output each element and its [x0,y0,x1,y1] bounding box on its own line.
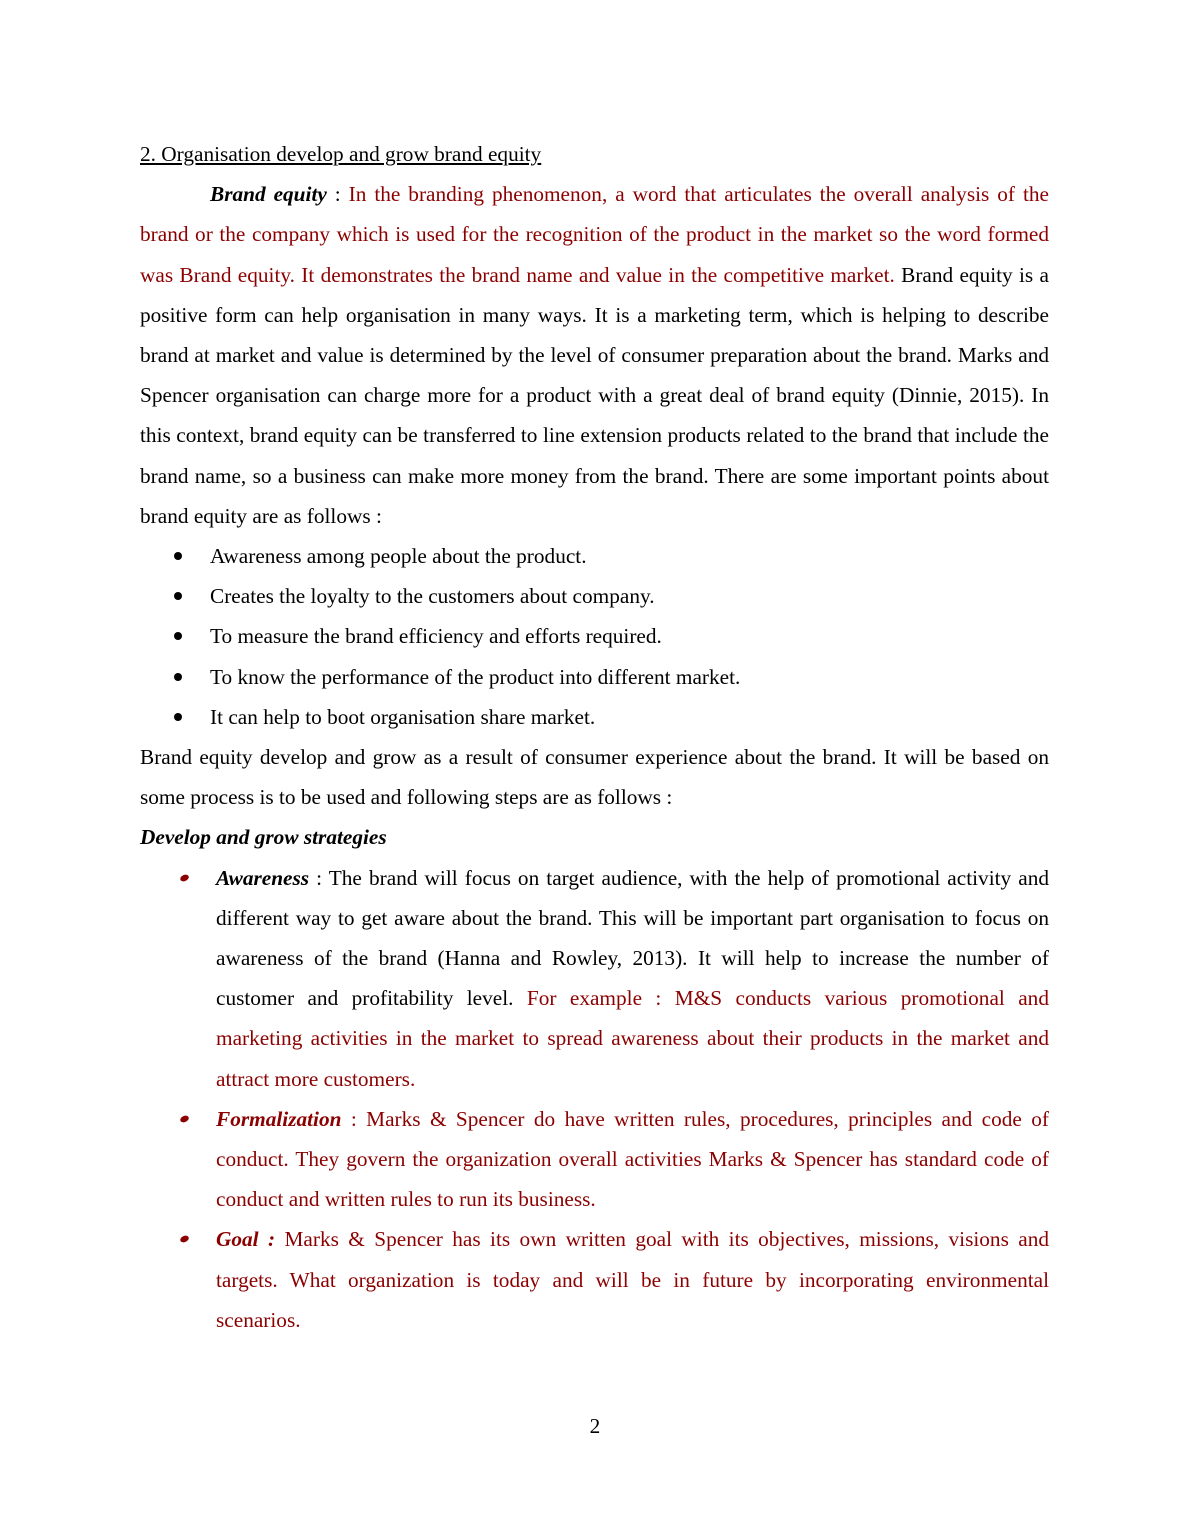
section-heading: 2. Organisation develop and grow brand equity [140,142,542,166]
bullet-icon [174,552,182,560]
brand-equity-term: Brand equity [210,182,327,207]
bullet-icon [174,632,182,640]
bullet-icon [179,873,190,882]
bullet-icon [174,592,182,600]
intro-colon: : [326,182,349,207]
list-item: To know the performance of the product into different market. [140,657,1049,697]
intro-red-text: In the branding phenomenon, a word that articulates the overall analysis of the brand or the company which is used for the recognition of the product in the market so the word formed was Brand equity. It demonstrates the brand name and value in the competitive market. [140,182,1049,287]
intro-paragraph [140,174,1049,536]
awareness-term: Awareness [216,865,310,890]
list-item: To measure the brand efficiency and efforts required. [140,616,1049,656]
page-number: 2 [589,1414,601,1438]
bullet-icon [174,673,182,681]
awareness-example: For example : M&S conducts various promotional and marketing activities in the market to spread awareness about their products in the market and attract more customers. [216,986,1049,1091]
strategy-awareness [140,858,1049,1099]
develop-paragraph: Brand equity develop and grow as a result of consumer experience about the brand. It will be based on some process is to be used and following steps are as follows : [140,745,1049,810]
document-page [140,134,1049,1340]
goal-text: Marks & Spencer has its own written goal with its objectives, missions, visions and targets. What organization is today and will be in future by incorporating environmental scenarios. [216,1227,1050,1332]
formalization-term: Formalization [216,1106,342,1131]
awareness-text: : The brand will focus on target audience, with the help of promotional activity and different way to get aware about the brand. This will be important part organisation to focus on awareness of the brand (Hanna and Rowley, 2013). It will help to increase the number of customer and profitability level. [216,865,1049,1011]
bullet-icon [179,1235,190,1244]
bullet-icon [174,713,182,721]
strategies-title: Develop and grow strategies [140,825,387,850]
strategy-formalization [140,1099,1049,1220]
goal-term: Goal : [216,1227,276,1252]
formalization-text: : Marks & Spencer do have written rules, procedures, principles and code of conduct. They govern the organization overall activities Marks & Spencer has standard code of conduct and written rules to run its business. [216,1106,1049,1212]
strategies-list [140,858,1049,1340]
strategy-goal [140,1219,1049,1340]
list-item: Awareness among people about the product. [140,536,1049,576]
points-list [140,536,1049,737]
intro-black-text: Brand equity is a positive form can help organisation in many ways. It is a marketing term, which is helping to describe brand at market and value is determined by the level of consumer preparation about the brand. Marks and Spencer organisation can charge more for a product with a great deal of brand equity (Dinnie, 2015). In this context, brand equity can be transferred to line extension products related to the brand that include the brand name, so a business can make more money from the brand. There are some important points about brand equity are as follows : [140,262,1049,528]
bullet-icon [179,1114,190,1123]
list-item: Creates the loyalty to the customers about company. [140,576,1049,616]
list-item: It can help to boot organisation share market. [140,697,1049,737]
